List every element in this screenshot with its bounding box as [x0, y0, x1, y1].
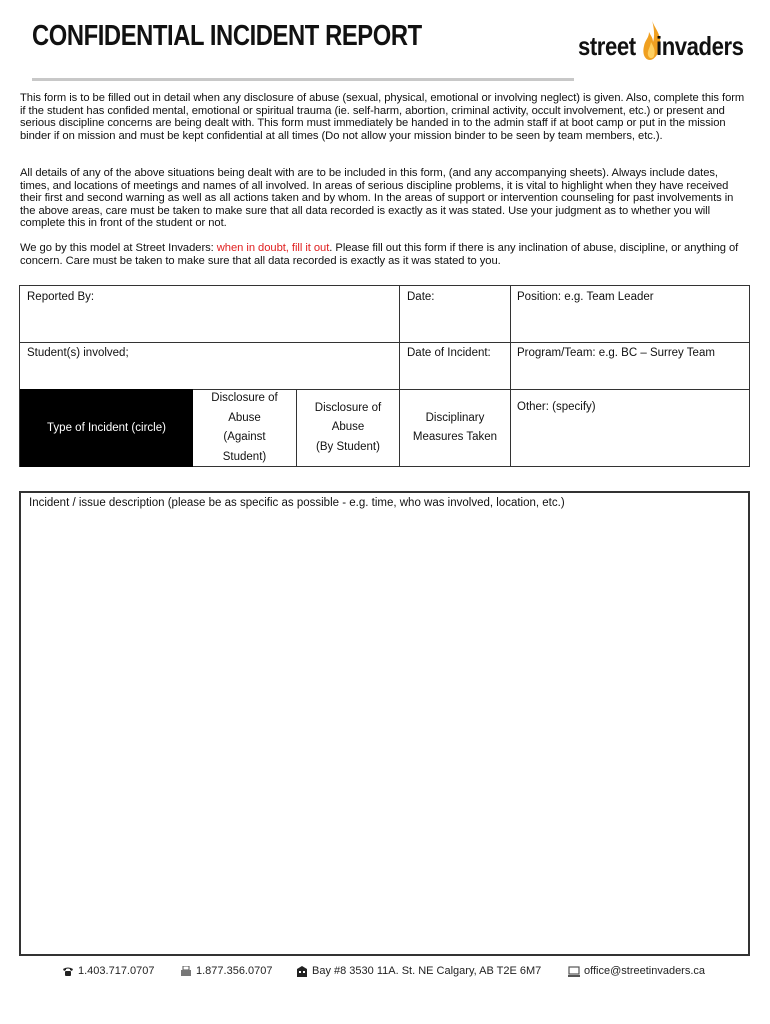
footer-contact-bar: [0, 965, 770, 981]
date-field[interactable]: Date:: [407, 291, 435, 303]
option-disciplinary-measures[interactable]: [400, 389, 510, 467]
option-text-line: Disclosure of: [211, 392, 278, 404]
option-text-line: Disclosure of: [314, 401, 382, 414]
option-text-line: Student): [222, 450, 267, 463]
phone-number: 1.403.717.0707: [78, 965, 155, 977]
model-rest-text: . Please fill out this form if there is any inclination of abuse, discipline, or anything of concern. Care must be taken to make sure that all data recorded is exactly as it was stated to you.: [20, 242, 739, 267]
header-divider: [32, 78, 574, 81]
option-abuse-against-student[interactable]: [193, 389, 296, 467]
email-address: office@streetinvaders.ca: [584, 965, 706, 977]
option-text-line: (By Student): [316, 440, 380, 453]
option-text-line: Measures Taken: [412, 431, 498, 443]
incident-description-label: Incident / issue description (please be as specific as possible - e.g. time, who was involved, location, etc.): [29, 497, 565, 509]
instructions-paragraph-3: [20, 242, 750, 267]
footer-address: [296, 965, 541, 977]
type-of-incident-label: Type of Incident (circle): [47, 422, 166, 434]
instructions-paragraph-1: This form is to be filled out in detail when any disclosure of abuse (sexual, physical, emotional or involving neglect) is given. Also, complete this form if the student has confided mental, emotional or spiritual trauma (ie. self-harm, abortion, criminal activity, occult involvement, etc.) or present and serious discipline concerns are being dealt with. This form must immediately be handed in to the admin staff if at boot camp or put in the mission binder if on mission and must be kept confidential at all times (Do not allow your mission binder to be seen by team members, etc.).: [20, 92, 745, 142]
incident-description-box[interactable]: [19, 491, 750, 956]
address-text: Bay #8 3530 11A. St. NE Calgary, AB T2E 6M7: [312, 965, 542, 977]
position-field[interactable]: Position: e.g. Team Leader: [517, 291, 654, 303]
students-involved-field[interactable]: Student(s) involved;: [27, 347, 129, 359]
footer-email: [568, 965, 705, 977]
logo-text-street: street: [578, 31, 636, 61]
option-text-line: Abuse: [331, 421, 365, 434]
table-col-divider: [510, 286, 511, 467]
option-other-specify[interactable]: Other: (specify): [517, 401, 596, 413]
page-title: CONFIDENTIAL INCIDENT REPORT: [32, 20, 422, 52]
model-intro-text: We go by this model at Street Invaders:: [20, 242, 217, 254]
option-text-line: Disciplinary: [425, 411, 485, 424]
table-col-divider: [399, 286, 400, 389]
fax-number: 1.877.356.0707: [196, 965, 273, 977]
type-of-incident-header: [20, 389, 193, 467]
footer-phone: [62, 965, 154, 977]
phone-icon: [62, 966, 74, 977]
fax-icon: [180, 966, 192, 977]
incident-info-table: [19, 285, 750, 467]
reported-by-field[interactable]: Reported By:: [27, 291, 95, 303]
computer-icon: [568, 966, 580, 977]
option-text-line: (Against: [223, 431, 266, 443]
footer-fax: [180, 965, 272, 977]
building-icon: [296, 966, 308, 977]
option-abuse-by-student[interactable]: [297, 389, 399, 467]
street-invaders-logo: [578, 12, 759, 62]
instructions-paragraph-2: All details of any of the above situations being dealt with are to be included in this form, (and any accompanying sheets). Always include dates, times, and locations of meetings and names of all involved. In areas of serious discipline problems, it is vital to highlight when they have received their first and second warning as well as all actions taken and by whom. In the areas of support or intervention counseling for past involvements in the above areas, care must be taken to make sure that all data recorded is exactly as it was stated. Use your judgment as to whether you will complete this in front of the student or not.: [20, 167, 734, 230]
option-text-line: Abuse: [228, 411, 261, 424]
program-team-field[interactable]: Program/Team: e.g. BC – Surrey Team: [517, 347, 715, 359]
model-highlight-text: when in doubt, fill it out: [216, 242, 330, 254]
date-of-incident-field[interactable]: Date of Incident:: [407, 347, 491, 359]
logo-text-invaders: invaders: [655, 31, 744, 61]
table-row-divider: [20, 342, 749, 343]
